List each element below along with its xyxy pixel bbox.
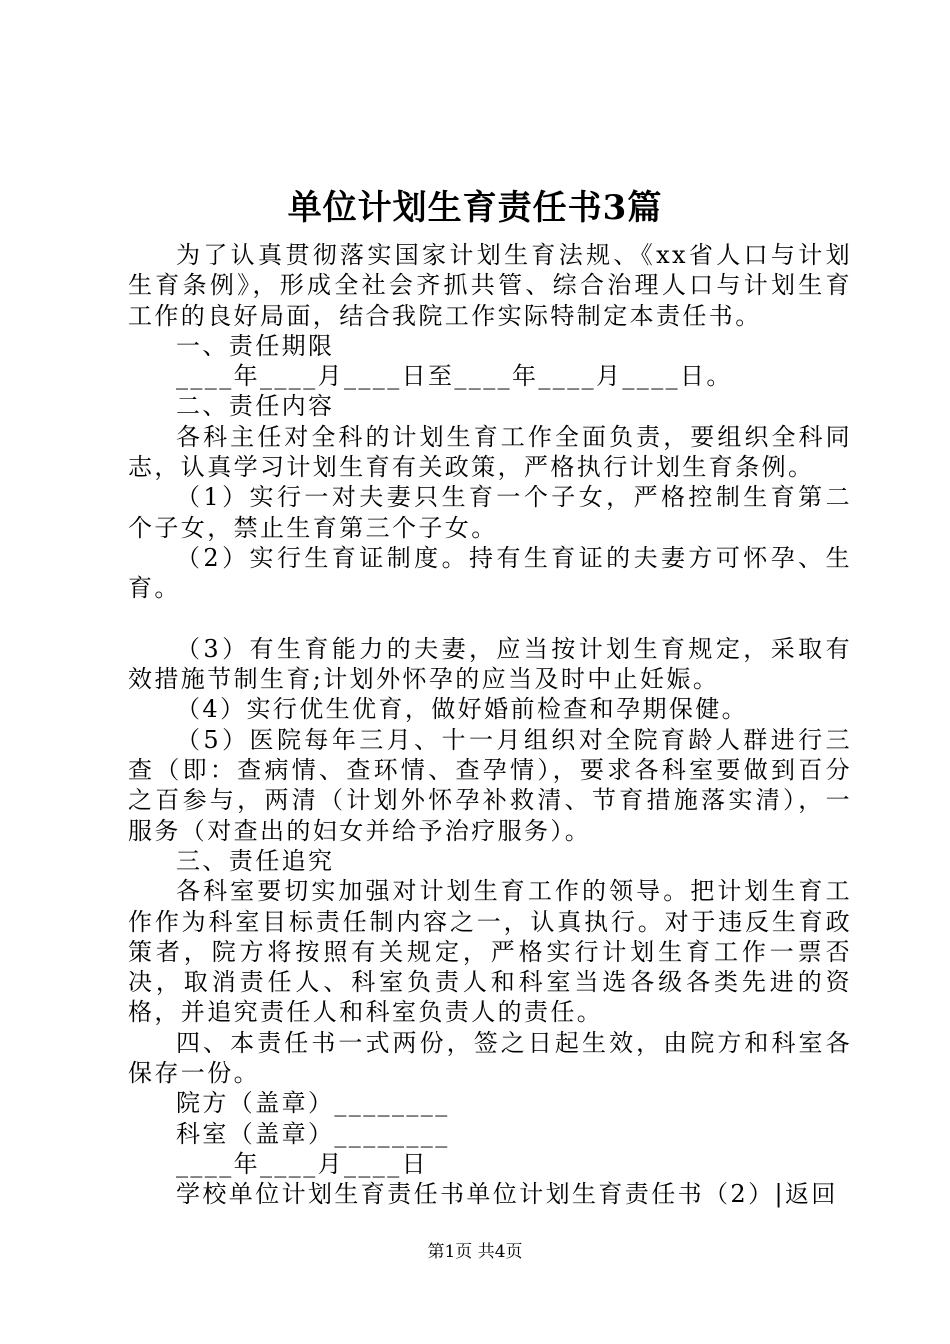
term-dates: ____年____月____日至____年____月____日。	[176, 362, 733, 391]
section-heading-term: 一、责任期限	[176, 331, 335, 360]
hospital-signature-line: 院方（盖章）________	[176, 1089, 450, 1118]
department-signature-line: 科室（盖章）________	[176, 1119, 450, 1148]
accountability-paragraph: 各科室要切实加强对计划生育工作的领导。把计划生育工作作为科室目标责任制内容之一，认真执行。对于违反生育政策者，院方将按照有关规定，严格实行计划生育工作一票否决，取消责任人、科室负责人和科室当选各级各类先进的资格，并追究责任人和科室负责人的责任。	[128, 877, 852, 1027]
page-number: 第1页 共4页	[427, 1242, 523, 1262]
section-heading-accountability: 三、责任追究	[176, 846, 335, 875]
copies-paragraph: 四、本责任书一式两份，签之日起生效，由院方和科室各保存一份。	[128, 1028, 852, 1088]
blank-line	[128, 604, 852, 634]
content-item-1: （1）实行一对夫妻只生育一个子女，严格控制生育第二个子女，禁止生育第三个子女。	[128, 483, 852, 542]
document-body	[128, 240, 852, 1210]
related-links-line[interactable]: 学校单位计划生育责任书单位计划生育责任书（2）|返回	[176, 1180, 838, 1209]
section-heading-content: 二、责任内容	[176, 392, 335, 421]
content-item-3: （3）有生育能力的夫妻，应当按计划生育规定，采取有效措施节制生育;计划外怀孕的应当及时中止妊娠。	[128, 634, 852, 694]
content-item-5: （5）医院每年三月、十一月组织对全院育龄人群进行三查（即：查病情、查环情、查孕情），要求各科室要做到百分之百参与，两清（计划外怀孕补救清、节育措施落实清），一服务（对查出的妇女并给予治疗服务）。	[128, 725, 852, 845]
content-item-4: （4）实行优生优育，做好婚前检查和孕期保健。	[176, 695, 749, 724]
content-paragraph: 各科主任对全科的计划生育工作全面负责，要组织全科同志，认真学习计划生育有关政策，严格执行计划生育条例。	[128, 422, 852, 482]
document-title: 单位计划生育责任书3篇	[287, 188, 663, 228]
signature-date: ____年____月____日	[176, 1149, 428, 1178]
intro-paragraph: 为了认真贯彻落实国家计划生育法规、《xx省人口与计划生育条例》，形成全社会齐抓共管、综合治理人口与计划生育工作的良好局面，结合我院工作实际特制定本责任书。	[128, 241, 852, 330]
content-item-2: （2）实行生育证制度。持有生育证的夫妻方可怀孕、生育。	[128, 543, 852, 603]
